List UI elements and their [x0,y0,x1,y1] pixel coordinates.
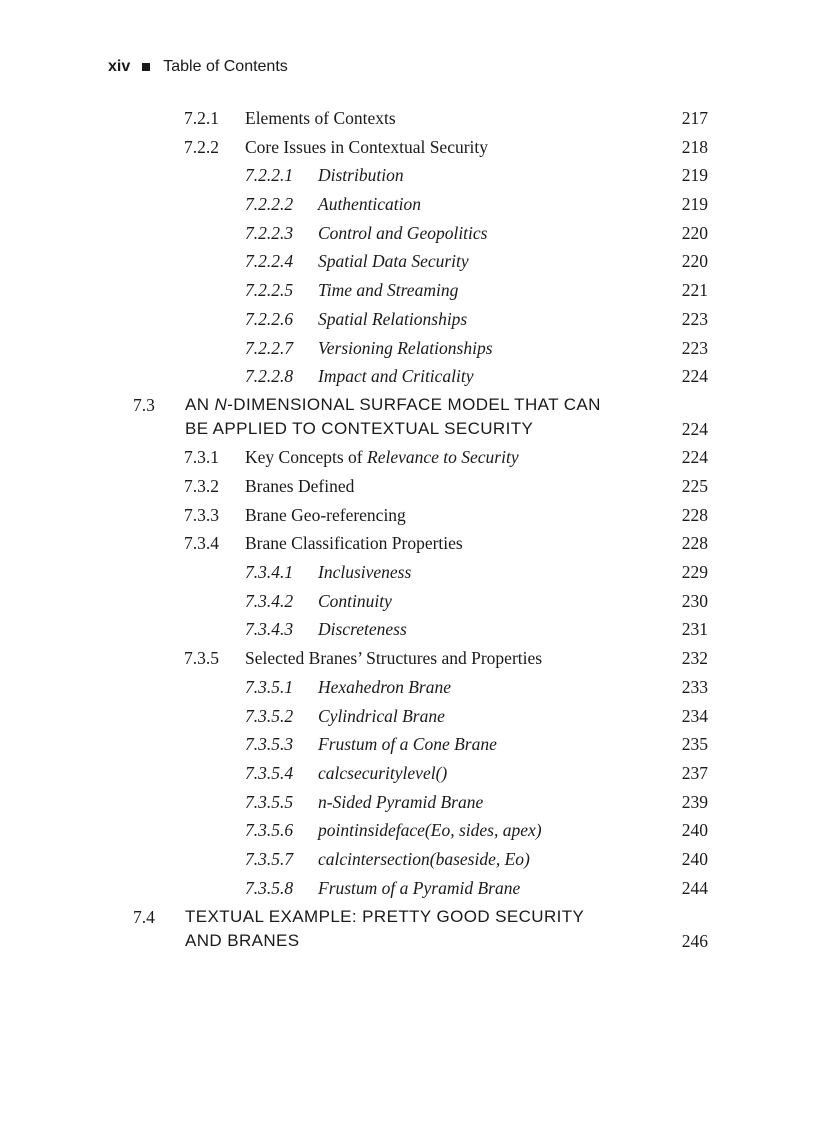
entry-number: 7.3.4.1 [245,562,294,582]
toc-entry-7-3-5-3[interactable] [0,731,816,757]
header-title: Table of Contents [163,58,288,75]
entry-title-line2: AND BRANES [185,931,300,950]
entry-title: n-Sided Pyramid Brane [318,792,484,812]
entry-number: 7.2.2.2 [245,194,294,214]
toc-entry-7-3-5-4[interactable] [0,760,816,786]
entry-page: 221 [681,280,708,300]
entry-page: 225 [681,476,708,496]
entry-page: 246 [681,931,708,951]
entry-page: 240 [681,849,708,869]
entry-title: Key Concepts of Relevance to Security [245,447,519,467]
entry-number: 7.2.2.3 [245,223,294,243]
entry-number: 7.3.4.2 [245,591,294,611]
toc-entry-7-3-4-1[interactable] [0,559,816,585]
entry-title: TEXTUAL EXAMPLE: PRETTY GOOD SECURITY [185,907,585,926]
toc-entry-7-2-1[interactable] [0,105,816,131]
entry-number: 7.2.2.7 [245,338,294,358]
page-number: xiv [108,58,131,75]
entry-page: 218 [681,137,708,157]
entry-page: 240 [681,820,708,840]
entry-page: 233 [681,677,708,697]
running-header [108,57,288,77]
entry-number: 7.3.5.6 [245,820,294,840]
toc-entry-7-2-2-1[interactable] [0,162,816,188]
toc-entry-7-3-5-7[interactable] [0,846,816,872]
entry-page: 232 [681,648,708,668]
entry-title: Cylindrical Brane [318,706,445,726]
toc-entry-7-2-2-6[interactable] [0,306,816,332]
entry-page: 224 [681,366,708,386]
entry-title: Continuity [318,591,392,611]
entry-page: 219 [681,165,708,185]
entry-number: 7.3.5 [184,648,219,668]
square-bullet-icon [142,63,150,71]
entry-title: Control and Geopolitics [318,223,488,243]
entry-number: 7.3.5.1 [245,677,294,697]
entry-number: 7.2.2 [184,137,219,157]
entry-title: Frustum of a Pyramid Brane [318,878,521,898]
entry-number: 7.3.5.5 [245,792,294,812]
entry-title: Authentication [318,194,422,214]
entry-title: Brane Geo-referencing [245,505,406,525]
entry-page: 223 [681,309,708,329]
entry-page: 237 [681,763,708,783]
entry-title: Spatial Relationships [318,309,468,329]
entry-title: Selected Branes’ Structures and Properties [245,648,543,668]
toc-entry-7-2-2[interactable] [0,134,816,160]
entry-number: 7.3.1 [184,447,219,467]
entry-title: AN N-DIMENSIONAL SURFACE MODEL THAT CAN [185,395,601,414]
toc-entry-7-3-5-1[interactable] [0,674,816,700]
entry-page: 244 [681,878,708,898]
entry-number: 7.2.1 [184,108,219,128]
entry-title: pointinsideface(Eo, sides, apex) [318,820,542,840]
entry-title: Hexahedron Brane [318,677,451,697]
entry-title: Discreteness [318,619,407,639]
entry-number: 7.2.2.8 [245,366,294,386]
entry-number: 7.3.5.7 [245,849,294,869]
toc-entry-7-3-4-3[interactable] [0,616,816,642]
entry-page: 231 [681,619,708,639]
toc-entry-7-3-5-2[interactable] [0,703,816,729]
entry-number: 7.3 [133,395,155,415]
entry-title: Branes Defined [245,476,355,496]
toc-entry-7-3-5-6[interactable] [0,817,816,843]
toc-entry-7-3-5-5[interactable] [0,789,816,815]
entry-number: 7.3.3 [184,505,219,525]
entry-title: Elements of Contexts [245,108,396,128]
entry-number: 7.3.5.2 [245,706,294,726]
entry-title: Impact and Criticality [318,366,474,386]
toc-entry-7-3[interactable] [0,392,816,418]
toc-entry-7-2-2-3[interactable] [0,220,816,246]
entry-number: 7.3.4 [184,533,219,553]
toc-entry-7-2-2-5[interactable] [0,277,816,303]
toc-entry-7-2-2-7[interactable] [0,335,816,361]
entry-page: 220 [681,251,708,271]
entry-page: 220 [681,223,708,243]
entry-number: 7.2.2.4 [245,251,294,271]
entry-number: 7.2.2.1 [245,165,294,185]
entry-title: calcsecuritylevel() [318,763,448,783]
entry-page: 234 [681,706,708,726]
entry-page: 229 [681,562,708,582]
entry-number: 7.4 [133,907,155,927]
entry-page: 217 [681,108,708,128]
entry-number: 7.3.5.3 [245,734,294,754]
toc-entry-7-3-5-8[interactable] [0,875,816,901]
toc-entry-7-3-2[interactable] [0,473,816,499]
toc-entry-7-2-2-2[interactable] [0,191,816,217]
entry-title: Spatial Data Security [318,251,469,271]
entry-page: 239 [681,792,708,812]
toc-entry-7-4-continued[interactable] [0,928,816,954]
entry-title: Time and Streaming [318,280,459,300]
toc-entry-7-4[interactable] [0,904,816,930]
entry-number: 7.2.2.5 [245,280,294,300]
entry-number: 7.3.2 [184,476,219,496]
entry-number: 7.3.5.4 [245,763,294,783]
entry-title: Inclusiveness [318,562,412,582]
entry-number: 7.2.2.6 [245,309,294,329]
entry-page: 228 [681,505,708,525]
entry-page: 230 [681,591,708,611]
entry-page: 228 [681,533,708,553]
toc-entry-7-2-2-8[interactable] [0,363,816,389]
entry-title: Distribution [318,165,404,185]
toc-entry-7-3-5[interactable] [0,645,816,671]
toc-entry-7-3-1[interactable] [0,444,816,470]
entry-page: 224 [681,419,708,439]
toc-entry-7-3-4-2[interactable] [0,588,816,614]
entry-page: 219 [681,194,708,214]
entry-title: Frustum of a Cone Brane [318,734,497,754]
entry-title: calcintersection(baseside, Eo) [318,849,530,869]
toc-entry-7-2-2-4[interactable] [0,248,816,274]
entry-title: Versioning Relationships [318,338,493,358]
entry-title-line2: BE APPLIED TO CONTEXTUAL SECURITY [185,419,534,438]
entry-number: 7.3.5.8 [245,878,294,898]
entry-title: Brane Classification Properties [245,533,463,553]
entry-page: 235 [681,734,708,754]
entry-number: 7.3.4.3 [245,619,294,639]
toc-entry-7-3-3[interactable] [0,502,816,528]
entry-title: Core Issues in Contextual Security [245,137,489,157]
toc-entry-7-3-4[interactable] [0,530,816,556]
toc-entry-7-3-continued[interactable] [0,416,816,442]
entry-page: 223 [681,338,708,358]
entry-page: 224 [681,447,708,467]
